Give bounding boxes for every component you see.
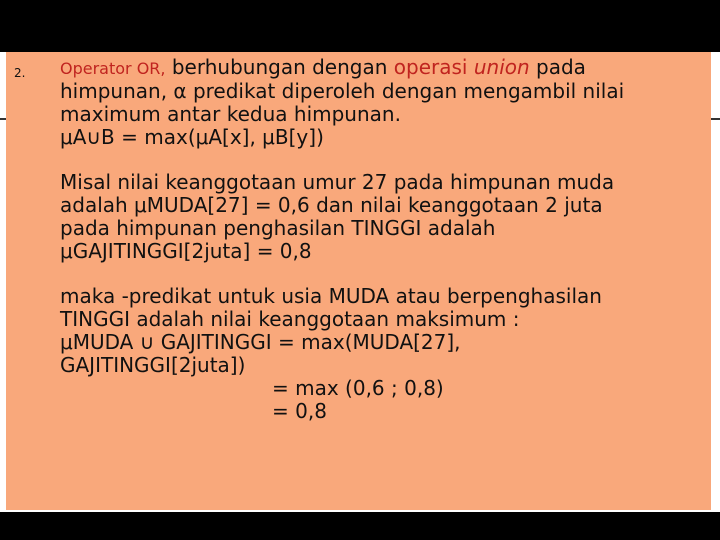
line-3: maximum antar kedua himpunan. [60,102,401,126]
line-1-text: berhubungan dengan [165,55,394,79]
example-line-4: μGAJITINGGI[2juta] = 0,8 [60,239,312,263]
result-line-1: maka -predikat untuk usia MUDA atau berpenghasilan [60,284,602,308]
divider-right [711,118,720,120]
divider-left [0,118,6,120]
operator-label: Operator OR, [60,59,166,78]
example-line-1: Misal nilai keanggotaan umur 27 pada himpunan muda [60,170,615,194]
operasi-word: operasi [393,55,474,79]
formula-union: μA∪B = max(μA[x], μB[y]) [60,125,324,149]
result-line-3: μMUDA ∪ GAJITINGGI = max(MUDA[27], [60,330,461,354]
union-word: union [473,55,530,79]
result-line-2: TINGGI adalah nilai keanggotaan maksimum : [60,307,520,331]
example-line-2: adalah μMUDA[27] = 0,6 dan nilai keanggotaan 2 juta [60,193,603,217]
list-number: 2. [14,66,26,80]
top-band [0,0,720,52]
line-1-end: pada [529,55,586,79]
slide-body [60,56,710,423]
result-line-5: = max (0,6 ; 0,8) [272,376,444,400]
line-1 [60,56,710,80]
result-line-4: GAJITINGGI[2juta]) [60,353,246,377]
bottom-band [0,512,720,540]
line-2: himpunan, α predikat diperoleh dengan mengambil nilai [60,79,625,103]
result-line-6: = 0,8 [272,399,327,423]
example-line-3: pada himpunan penghasilan TINGGI adalah [60,216,496,240]
